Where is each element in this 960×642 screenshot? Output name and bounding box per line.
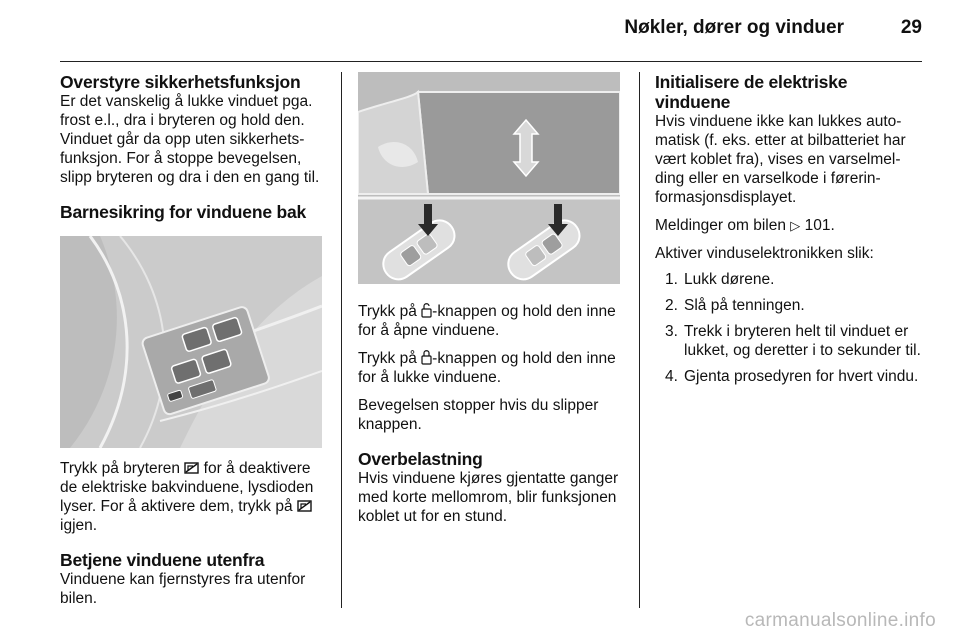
column-right [655, 72, 925, 393]
list-item: 2. Slå på tenningen. [665, 297, 805, 314]
column-divider [341, 72, 342, 608]
header-title: Nøkler, dører og vinduer [624, 17, 844, 38]
vehicle-messages-reference: Meldinger om bilen ▷ 101. [655, 217, 835, 234]
unlock-press-text: Trykk på -knappen og hold den inne for å åpne vinduene. [358, 303, 616, 339]
car-window-key-drawing [358, 72, 620, 284]
steps-list [655, 270, 925, 386]
lock-press-text: Trykk på -knappen og hold den inne for å lukke vinduene. [358, 350, 616, 386]
unlock-icon [421, 302, 432, 318]
column-divider [639, 72, 640, 608]
override-safety-text: Er det vanskelig å lukke vinduet pga. frost e.l., dra i bryteren og hold den. Vinduet går da opp uten sikkerhets-funksjon. For å stoppe bevegelsen, slipp bryteren og dra i den en gang til. [60, 93, 320, 186]
lock-icon [421, 349, 432, 365]
initialise-text: Hvis vinduene ikke kan lukkes auto-matisk (f. eks. etter at bilbatteriet har vært koblet fra), vises en varselmel-ding eller en varselkode i førerin-formasjonsdisplayet. [655, 113, 906, 206]
list-item: 3. Trekk i bryteren helt til vinduet er lukket, og deretter i to sekunder til. [665, 323, 921, 359]
section-title-override-safety: Overstyre sikkerhetsfunksjon [60, 72, 301, 92]
section-title-overload: Overbelastning [358, 449, 483, 469]
column-left [60, 72, 328, 608]
column-middle [358, 72, 624, 526]
release-stop-text: Bevegelsen stopper hvis du slipper knappen. [358, 397, 599, 433]
watermark: carmanualsonline.info [744, 610, 936, 631]
child-lock-switch-illustration [60, 236, 322, 448]
list-item: 1. Lukk dørene. [665, 271, 775, 288]
remote-window-illustration [358, 72, 620, 284]
page-header [60, 0, 922, 62]
section-title-remote-operation: Betjene vinduene utenfra [60, 550, 265, 570]
child-lock-icon [297, 499, 312, 513]
child-lock-icon [184, 461, 199, 475]
section-title-child-lock: Barnesikring for vinduene bak [60, 202, 307, 222]
list-item: 4. Gjenta prosedyren for hvert vindu. [665, 368, 919, 385]
door-panel-drawing [60, 236, 322, 448]
section-title-initialise: Initialisere de elektriske vinduene [655, 72, 848, 112]
remote-operation-text: Vinduene kan fjernstyres fra utenfor bilen. [60, 571, 306, 607]
child-lock-text: Trykk på bryteren for å deaktivere de elektriske bakvinduene, lysdioden lyser. For å aktivere dem, trykk på igjen. [60, 460, 314, 534]
activate-intro: Aktiver vinduselektronikken slik: [655, 245, 874, 262]
overload-text: Hvis vinduene kjøres gjentatte ganger med korte mellomrom, blir funksjonen koblet ut for en stund. [358, 470, 619, 525]
page-reference-arrow-icon: ▷ [790, 218, 801, 233]
page-number: 29 [900, 17, 922, 38]
